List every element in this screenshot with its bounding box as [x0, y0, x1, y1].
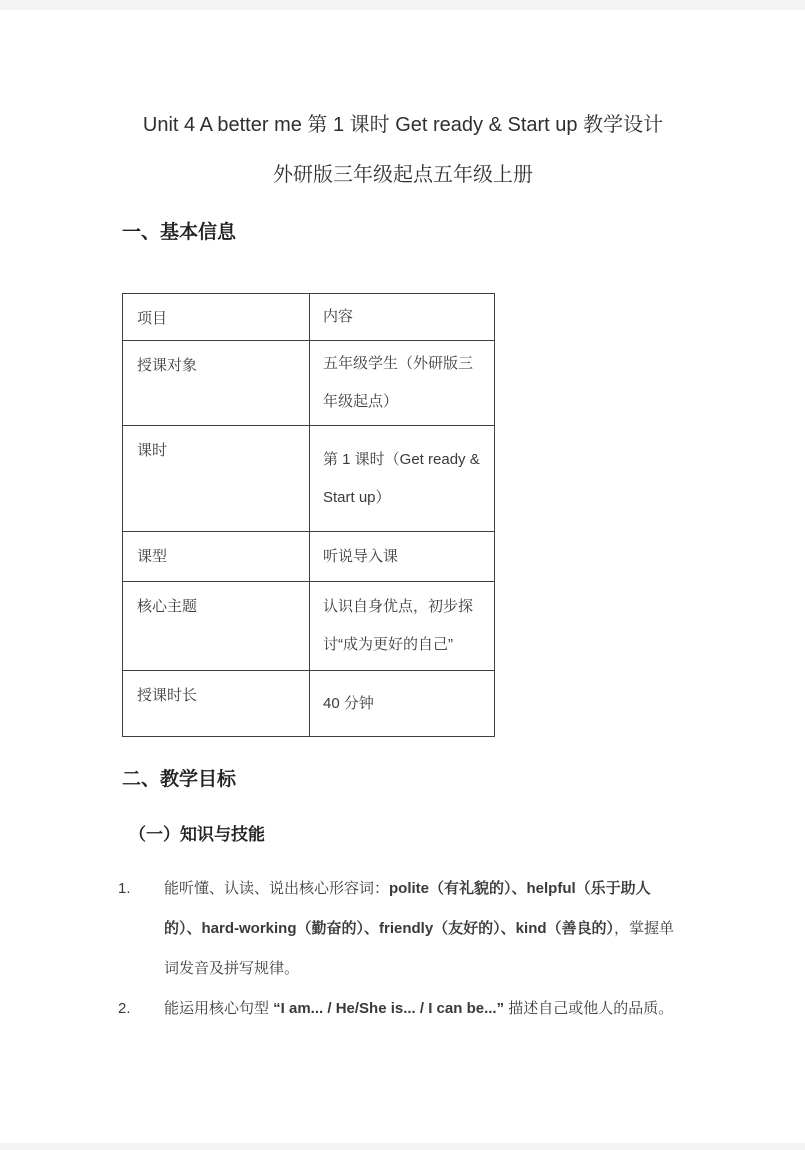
text-segment: ，掌握单词发音及拼写规律。: [164, 920, 675, 977]
objective-text: [164, 869, 684, 989]
row-label: 核心主题: [123, 582, 310, 671]
row-label: 授课对象: [123, 341, 310, 426]
table-row-lesson-type: [123, 532, 495, 582]
text-segment: 能听懂、认读、说出核心形容词：: [164, 880, 390, 897]
row-value: 听说导入课: [310, 532, 495, 582]
table-header-row: [123, 294, 495, 341]
row-value: 第 1 课时（Get ready & Start up）: [310, 426, 495, 532]
table-row-period: [123, 426, 495, 532]
row-label: 授课时长: [123, 671, 310, 737]
section-heading-basic-info: 一、基本信息: [122, 222, 237, 243]
table-header-content: 内容: [310, 294, 495, 341]
doc-title-line1: Unit 4 A better me 第 1 课时 Get ready & Start up 教学设计: [142, 114, 664, 136]
bold-text-segment: polite（有礼貌的）、helpful（乐于助人的）、hard-working（勤奋的）、friendly（友好的）、kind（善良的）: [164, 880, 651, 937]
doc-title-line2: 外研版三年级起点五年级上册: [273, 164, 533, 186]
text-segment: 描述自己或他人的品质。: [504, 1000, 674, 1017]
objectives-list: [118, 869, 684, 1029]
row-value: 40 分钟: [310, 671, 495, 737]
basic-info-table: [122, 293, 495, 737]
document-page: [0, 10, 805, 1143]
objective-item-2: [118, 989, 684, 1029]
table-header-item: 项目: [123, 294, 310, 341]
row-label: 课型: [123, 532, 310, 582]
objective-text: [164, 989, 684, 1029]
objective-number: 2.: [118, 1000, 131, 1017]
objective-number: 1.: [118, 880, 131, 897]
table-row-audience: [123, 341, 495, 426]
bold-text-segment: “I am... / He/She is... / I can be...”: [273, 1000, 505, 1017]
table-row-duration: [123, 671, 495, 737]
table-row-core-theme: [123, 582, 495, 671]
text-segment: 能运用核心句型: [164, 1000, 274, 1017]
row-value: 五年级学生（外研版三年级起点）: [310, 341, 495, 426]
objective-item-1: [118, 869, 684, 989]
doc-title: [122, 10, 684, 200]
section-heading-objectives: 二、教学目标: [122, 769, 237, 790]
row-value: 认识自身优点，初步探讨“成为更好的自己”: [310, 582, 495, 671]
subsection-heading-knowledge-skills: （一）知识与技能: [129, 825, 265, 844]
row-label: 课时: [123, 426, 310, 532]
